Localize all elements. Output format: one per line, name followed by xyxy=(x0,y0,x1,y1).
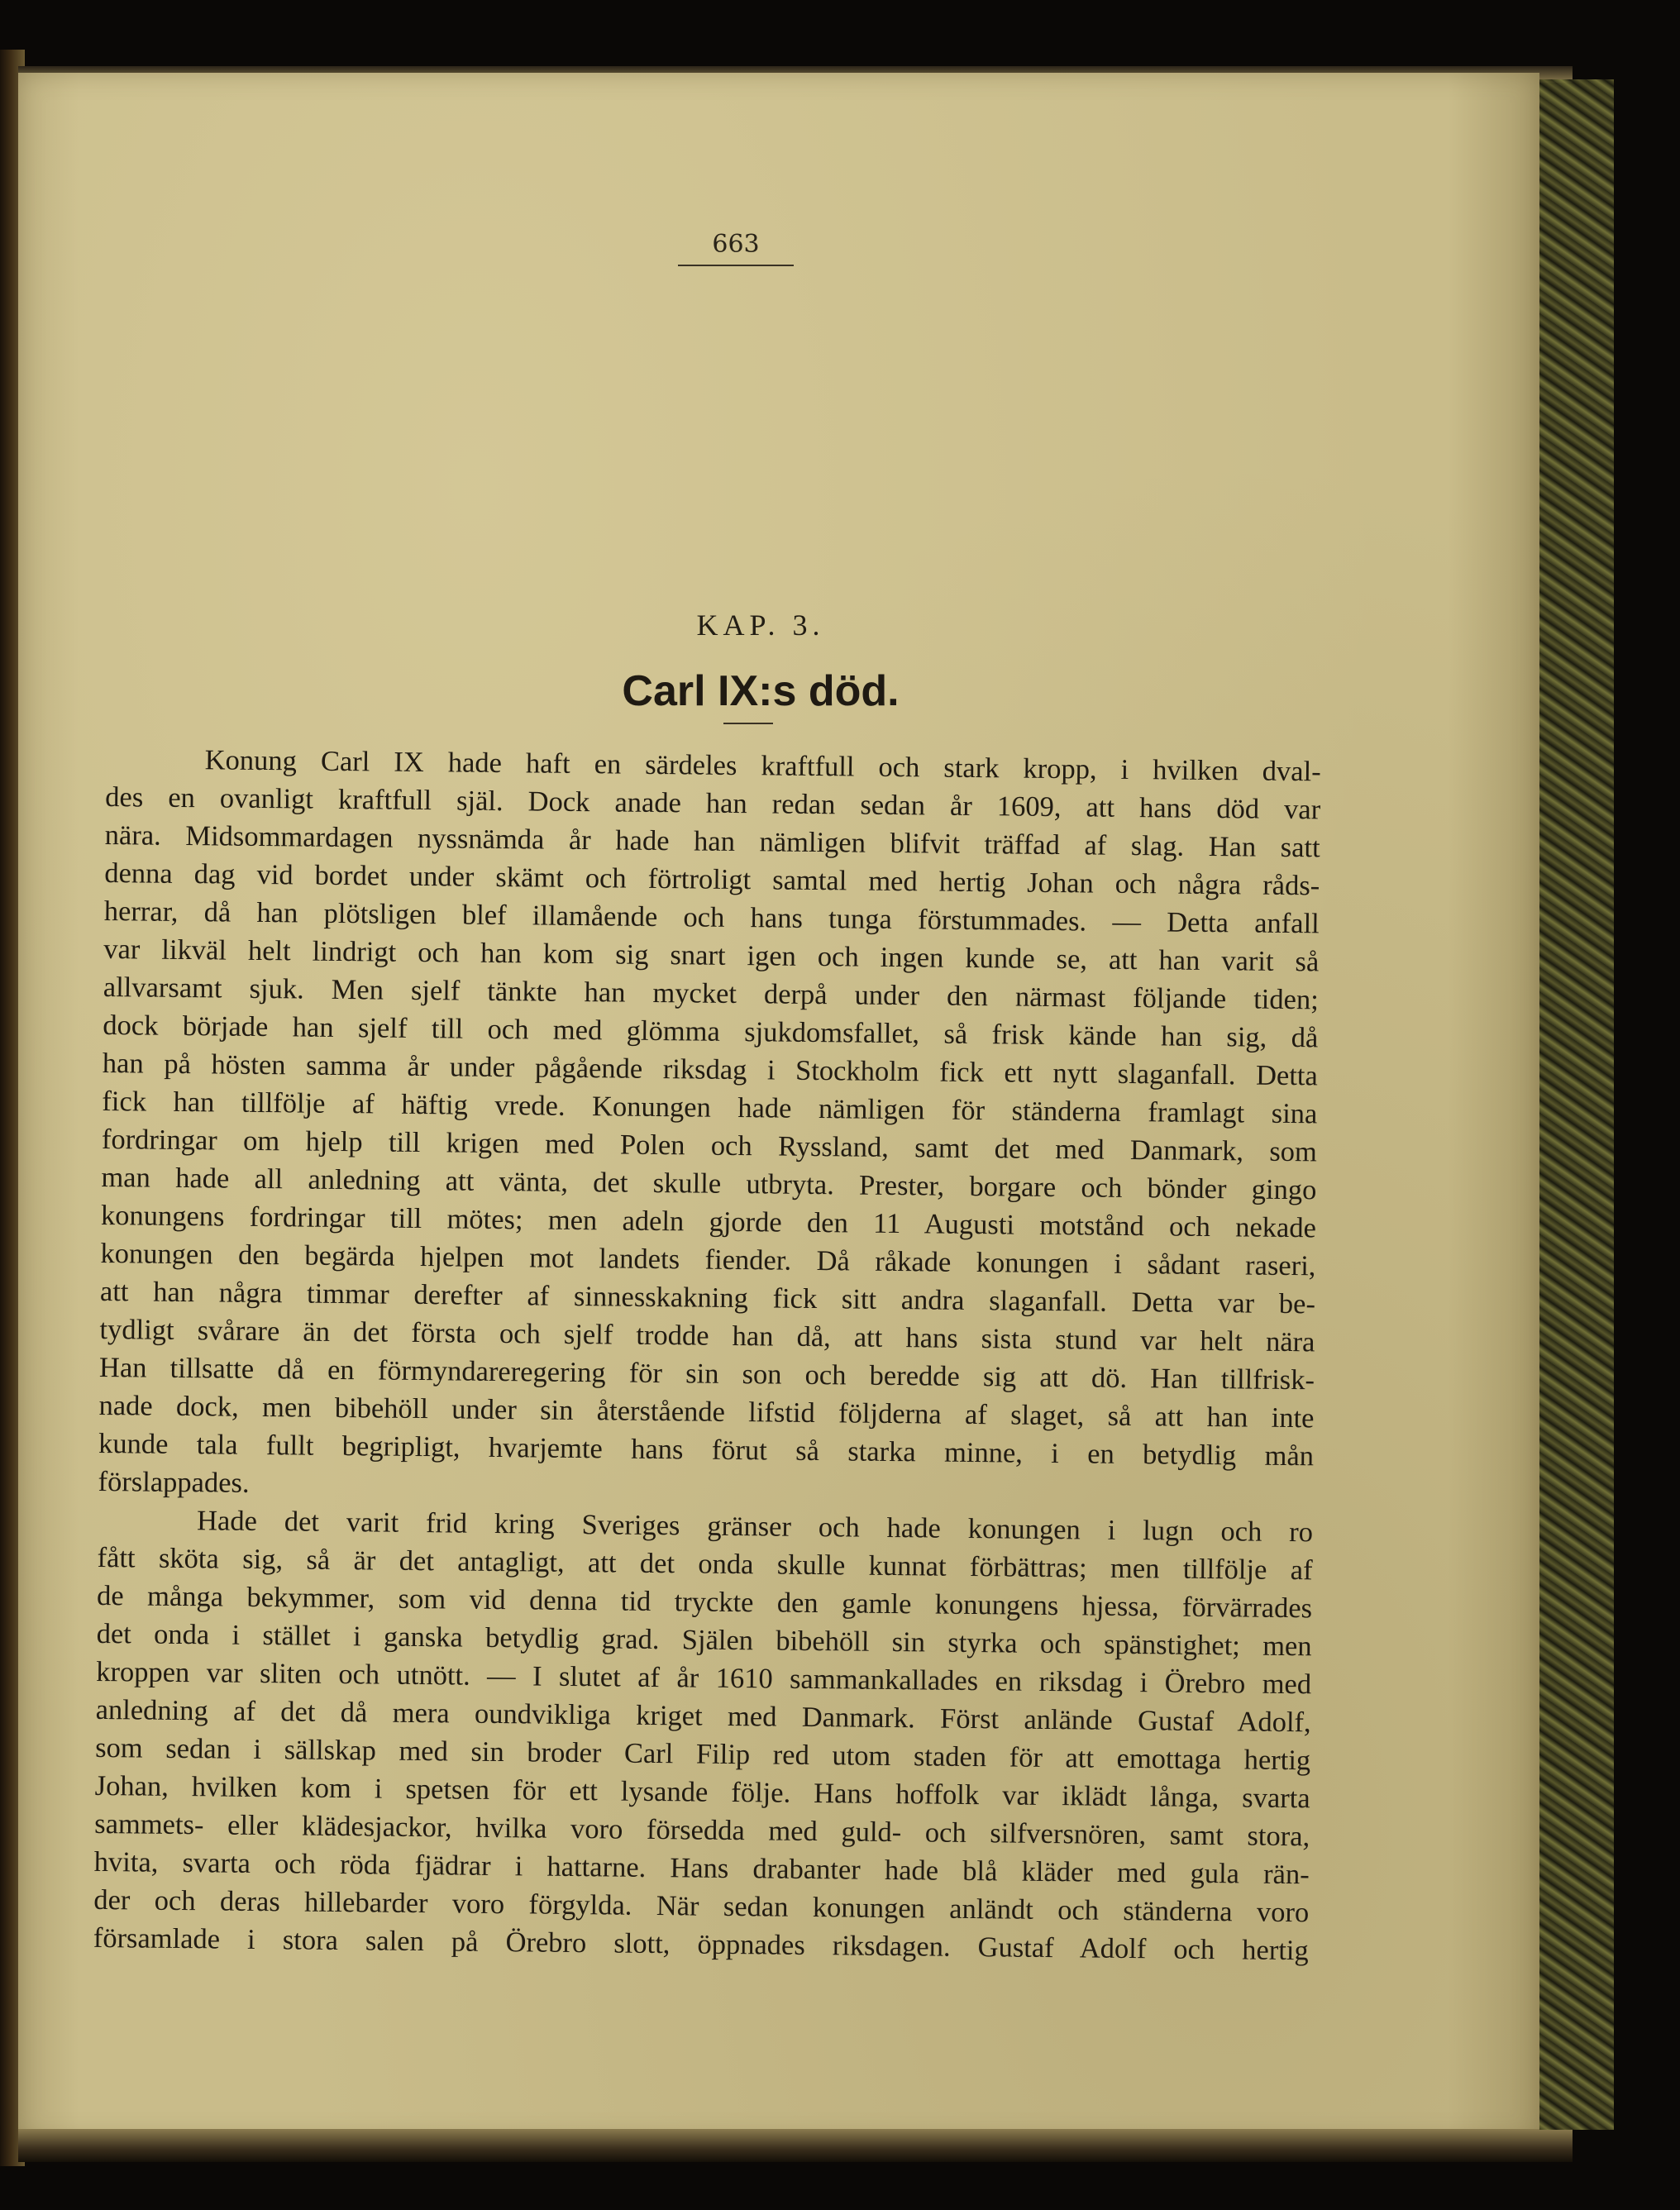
text-line: tydligt svårare än det första och sjelf trodde han då, att hans sista stund var helt nära xyxy=(99,1313,1315,1358)
text-line: kroppen var sliten och utnött. — I slutet af år 1610 sammankallades en riksdag i Örebro med xyxy=(95,1655,1312,1701)
text-line: anledning af det då mera oundvikliga kriget med Danmark. Först anlände Gustaf Adolf, xyxy=(95,1693,1311,1739)
text-line: Konung Carl IX hade haft en särdeles kraftfull och stark kropp, i hvilken dval- xyxy=(204,744,1321,788)
text-line: konungens fordringar till mötes; men adeln gjorde den 11 Augusti motstånd och nekade xyxy=(100,1199,1317,1244)
text-line: var likväl helt lindrigt och han kom sig snart igen och ingen kunde se, att han varit så xyxy=(103,933,1320,978)
text-line: konungen den begärda hjelpen mot landets fiender. Då råkade konungen i sådant raseri, xyxy=(100,1237,1316,1282)
chapter-title: Carl IX:s död. xyxy=(622,667,900,715)
text-line: dock började han sjelf till och med glömma sjukdomsfallet, så frisk kände han sig, då xyxy=(103,1009,1319,1054)
page-number-underline xyxy=(678,265,794,266)
book-cover-edge-right xyxy=(1614,50,1680,2166)
text-line: nade dock, men bibehöll under sin återstående lifstid följderna af slaget, så att han inte xyxy=(98,1389,1315,1434)
body-text xyxy=(93,740,1321,1969)
text-line: denna dag vid bordet under skämt och förtroligt samtal med hertig Johan och några råds- xyxy=(104,857,1320,902)
text-line: herrar, då han plötsligen blef illamående och hans tunga förstummades. — Detta anfall xyxy=(103,895,1320,940)
text-line: der och deras hillebarder voro förgylda. När sedan konungen anländt och ständerna voro xyxy=(93,1883,1310,1929)
text-line: sammets- eller klädesjackor, hvilka voro försedda med guld- och silfversnören, samt stora, xyxy=(94,1807,1310,1853)
marbled-page-edge xyxy=(1539,79,1614,2130)
text-line: des en ovanligt kraftfull själ. Dock anade han redan sedan år 1609, att hans död var xyxy=(105,780,1321,826)
text-line: Han tillsatte då en förmyndareregering för sin son och beredde sig att dö. Han tillfrisk- xyxy=(98,1351,1315,1396)
text-line: allvarsamt sjuk. Men sjelf tänkte han mycket derpå under den närmast följande tiden; xyxy=(103,971,1319,1016)
text-line: församlade i stora salen på Örebro slott, öppnades riksdagen. Gustaf Adolf och hertig xyxy=(93,1921,1309,1967)
text-line: nära. Midsommardagen nyssnämda år hade han nämligen blifvit träffad af slag. Han satt xyxy=(104,819,1320,864)
text-line: fått sköta sig, så är det antagligt, att det onda skulle kunnat förbättras; men tillfölje af xyxy=(97,1541,1313,1587)
text-line: man hade all anledning att vänta, det skulle utbryta. Prester, borgare och bönder gingo xyxy=(101,1161,1317,1206)
text-line: som sedan i sällskap med sin broder Carl Filip red utom staden för att emottaga hertig xyxy=(95,1731,1311,1777)
page-number: 663 xyxy=(712,230,760,259)
text-line: kunde tala fullt begripligt, hvarjemte hans förut så starka minne, i en betydlig mån xyxy=(98,1427,1315,1473)
text-line: han på hösten samma år under pågående riksdag i Stockholm fick ett nytt slaganfall. Detta xyxy=(102,1047,1319,1092)
text-line: att han några timmar derefter af sinnesskakning fick sitt andra slaganfall. Detta var be- xyxy=(99,1275,1316,1320)
paragraph-2 xyxy=(93,1501,1314,1969)
text-line: Hade det varit frid kring Sveriges gränser och hade konungen i lugn och ro xyxy=(196,1505,1314,1549)
chapter-label: KAP. 3. xyxy=(696,609,825,642)
text-line: de många bekymmer, som vid denna tid tryckte den gamle konungens hjessa, förvärrades xyxy=(96,1579,1313,1625)
text-line: hvita, svarta och röda fjädrar i hattarne. Hans drabanter hade blå kläder med gula rän- xyxy=(93,1845,1310,1891)
title-divider xyxy=(723,723,773,724)
text-line: det onda i stället i ganska betydlig grad. Själen bibehöll sin styrka och spänstighet; men xyxy=(96,1617,1312,1663)
text-line: förslappades. xyxy=(98,1465,250,1499)
page-bottom-edge xyxy=(18,2129,1573,2162)
paragraph-1 xyxy=(98,740,1321,1513)
text-line: fordringar om hjelp till krigen med Polen och Ryssland, samt det med Danmark, som xyxy=(101,1123,1318,1168)
text-line: Johan, hvilken kom i spetsen för ett lysande följe. Hans hoffolk var iklädt långa, svarta xyxy=(94,1769,1310,1815)
text-line: fick han tillfölje af häftig vrede. Konungen hade nämligen för ständerna framlagt sina xyxy=(102,1085,1318,1130)
